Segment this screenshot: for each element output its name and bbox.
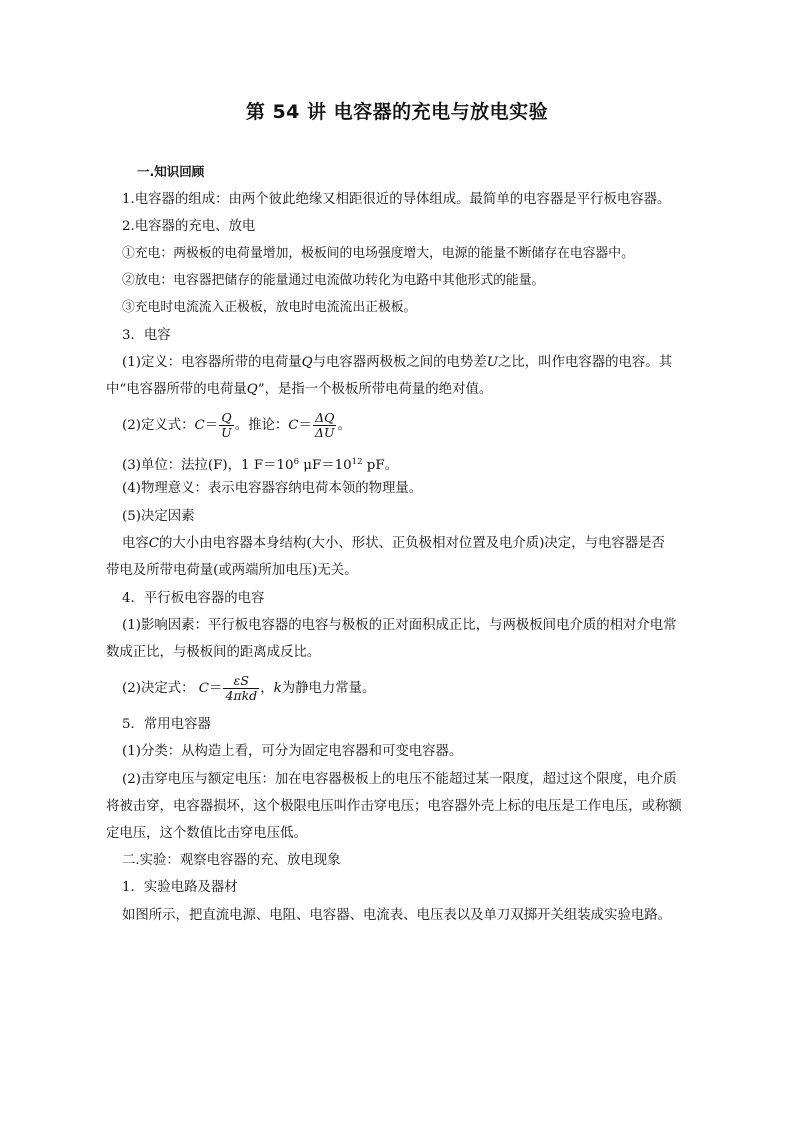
text-fragment: (1)定义：电容器所带的电荷量 (122, 355, 302, 370)
page-title: 第 54 讲 电容器的充电与放电实验 (245, 101, 549, 123)
paragraph-experiment-setup: 如图所示，把直流电源、电阻、电容器、电流表、电压表以及单刀双掷开关组装成实验电路。 (122, 908, 672, 923)
text-fragment: 电容 (122, 536, 149, 551)
fraction-numerator: ΔQ (313, 411, 337, 426)
equals-sign: ＝ (209, 681, 223, 696)
text-fragment: ”，是指一个极板所带电荷量的绝对值。 (257, 382, 493, 397)
text-fragment: 为静电力常量。 (281, 681, 376, 696)
paragraph-unit (122, 453, 702, 475)
section-heading-experiment: 二.实验：观察电容器的充、放电现象 (122, 853, 341, 868)
paragraph-definition-line2 (106, 381, 686, 399)
heading-common-capacitors: 5．常用电容器 (122, 717, 211, 732)
equals-sign: ＝ (204, 418, 219, 433)
fraction-numerator: Q (219, 411, 234, 426)
fraction-denominator: ΔU (314, 425, 335, 440)
paragraph-factors-line1 (122, 535, 702, 553)
paragraph-influence-line1: (1)影响因素：平行板电容器的电容与极板的正对面积成正比，与两极板间电介质的相对介电常 (122, 618, 677, 633)
text-fragment: 。推论： (234, 418, 289, 433)
paragraph-determining-factors: (5)决定因素 (122, 509, 195, 524)
paragraph-charge-discharge-heading: 2.电容器的充电、放电 (122, 219, 256, 234)
fraction-delta-q-over-delta-u (313, 411, 337, 440)
text-fragment: 之比，叫作电容器的电容。其 (498, 355, 673, 370)
symbol-c: C (148, 536, 160, 551)
symbol-q: Q (246, 382, 258, 397)
paragraph-definition-line1 (122, 354, 702, 372)
text-fragment: 的大小由电容器本身结构(大小、形状、正负极相对位置及电介质)决定，与电容器是否 (159, 536, 665, 551)
fraction-denominator: 4πkd (225, 688, 258, 703)
symbol-q: Q (301, 355, 313, 370)
symbol-u: U (486, 355, 499, 370)
formula-parallel-plate (122, 674, 702, 704)
paragraph-current-direction: ③充电时电流流入正极板，放电时电流流出正极板。 (122, 300, 417, 315)
equals-sign: ＝ (298, 418, 312, 433)
exponent: 6 (293, 457, 299, 467)
text-fragment: 与电容器两极板之间的电势差 (312, 355, 487, 370)
fraction-numerator: εS (223, 674, 259, 689)
fraction-q-over-u (219, 411, 234, 440)
paragraph-physical-meaning: (4)物理意义：表示电容器容纳电荷本领的物理量。 (122, 481, 423, 496)
paragraph-discharging: ②放电：电容器把储存的能量通过电流做功转化为电路中其他形式的能量。 (122, 273, 545, 288)
fraction-denominator: U (221, 425, 232, 440)
formula-definition (122, 411, 702, 441)
text-fragment: ， (260, 681, 274, 696)
paragraph-breakdown-line3: 定电压，这个数值比击穿电压低。 (106, 826, 307, 841)
symbol-c: C (194, 418, 205, 433)
paragraph-capacitor-composition: 1.电容器的组成：由两个彼此绝缘又相距很近的导体组成。最简单的电容器是平行板电容器。 (122, 192, 671, 207)
heading-experiment-circuit: 1．实验电路及器材 (122, 880, 238, 895)
symbol-c: C (288, 418, 299, 433)
paragraph-charging: ①充电：两极板的电荷量增加，极板间的电场强度增大，电源的能量不断储存在电容器中。 (122, 246, 634, 261)
text-fragment: μF＝10 (298, 458, 352, 473)
symbol-k: k (273, 681, 282, 696)
symbol-c: C (198, 681, 210, 696)
paragraph-influence-line2: 数成正比，与极板间的距离成反比。 (106, 645, 321, 660)
text-fragment: (3)单位：法拉(F)，1 F＝10 (122, 458, 294, 473)
paragraph-classification: (1)分类：从构造上看，可分为固定电容器和可变电容器。 (122, 744, 463, 759)
text-fragment: (2)决定式： (122, 681, 199, 696)
paragraph-factors-line2: 带电及所带电荷量(或两端所加电压)无关。 (106, 563, 358, 578)
paragraph-breakdown-line2: 将被击穿，电容器损坏，这个极限电压叫作击穿电压；电容器外壳上标的电压是工作电压，或称额 (106, 799, 682, 814)
text-fragment: 。 (337, 418, 351, 433)
section-heading-knowledge-review: 一.知识回顾 (137, 164, 205, 179)
text-fragment: 中“电容器所带的电荷量 (106, 382, 247, 397)
fraction-epsilon-s-over-4-pi-k-d (223, 674, 259, 703)
heading-parallel-plate: 4．平行板电容器的电容 (122, 591, 265, 606)
exponent: 12 (351, 457, 363, 467)
text-fragment: pF。 (362, 458, 399, 473)
text-fragment: (2)定义式： (122, 418, 195, 433)
paragraph-breakdown-line1: (2)击穿电压与额定电压：加在电容器极板上的电压不能超过某一限度，超过这个限度，电介质 (122, 772, 677, 787)
heading-capacitance: 3．电容 (122, 328, 171, 343)
